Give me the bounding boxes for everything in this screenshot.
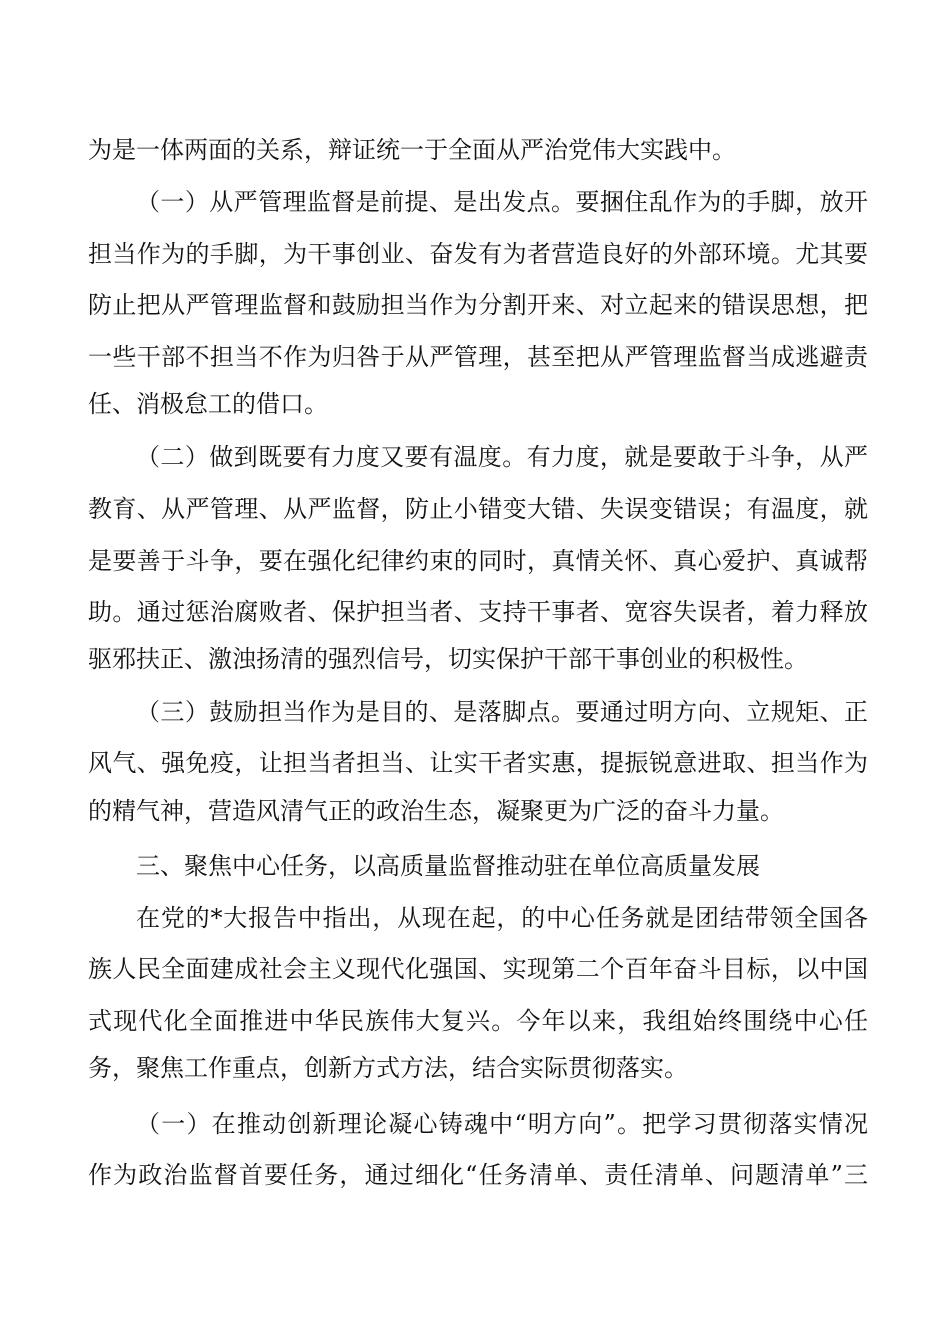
text-line: 务，聚焦工作重点，创新方式方法，结合实际贯彻落实。 — [88, 1054, 688, 1082]
text-line: 驱邪扶正、激浊扬清的强烈信号，切实保护干部干事创业的积极性。 — [88, 645, 808, 673]
text-line: 作为政治监督首要任务，通过细化“任务清单、责任清单、问题清单”三 — [88, 1161, 868, 1189]
text-line: 在党的*大报告中指出，从现在起，的中心任务就是团结带领全国各 — [136, 904, 868, 932]
text-line: （一）在推动创新理论凝心铸魂中“明方向”。把学习贯彻落实情况 — [136, 1110, 868, 1138]
text-line: 族人民全面建成社会主义现代化强国、实现第二个百年奋斗目标，以中国 — [88, 955, 868, 983]
text-line: 一些干部不担当不作为归咎于从严管理，甚至把从严管理监督当成逃避责 — [88, 343, 868, 371]
text-line: 助。通过惩治腐败者、保护担当者、支持干事者、宽容失误者，着力释放 — [88, 598, 868, 626]
text-line: （三）鼓励担当作为是目的、是落脚点。要通过明方向、立规矩、正 — [136, 698, 868, 726]
text-line: （一）从严管理监督是前提、是出发点。要捆住乱作为的手脚，放开 — [136, 188, 868, 216]
text-line: 风气、强免疫，让担当者担当、让实干者实惠，提振锐意进取、担当作为 — [88, 749, 868, 777]
text-line: 防止把从严管理监督和鼓励担当作为分割开来、对立起来的错误思想，把 — [88, 291, 868, 319]
text-line: （二）做到既要有力度又要有温度。有力度，就是要敢于斗争，从严 — [136, 443, 868, 471]
text-line: 担当作为的手脚，为干事创业、奋发有为者营造良好的外部环境。尤其要 — [88, 240, 868, 268]
text-line: 教育、从严管理、从严监督，防止小错变大错、失误变错误；有温度，就 — [88, 495, 868, 523]
section-heading: 三、聚焦中心任务，以高质量监督推动驻在单位高质量发展 — [136, 852, 760, 880]
text-line: 的精气神，营造风清气正的政治生态，凝聚更为广泛的奋斗力量。 — [88, 797, 784, 825]
text-line: 式现代化全面推进中华民族伟大复兴。今年以来，我组始终围绕中心任 — [88, 1007, 868, 1035]
text-line: 任、消极怠工的借口。 — [88, 390, 328, 418]
text-line: 为是一体两面的关系，辩证统一于全面从严治党伟大实践中。 — [88, 136, 736, 164]
text-line: 是要善于斗争，要在强化纪律约束的同时，真情关怀、真心爱护、真诚帮 — [88, 547, 868, 575]
